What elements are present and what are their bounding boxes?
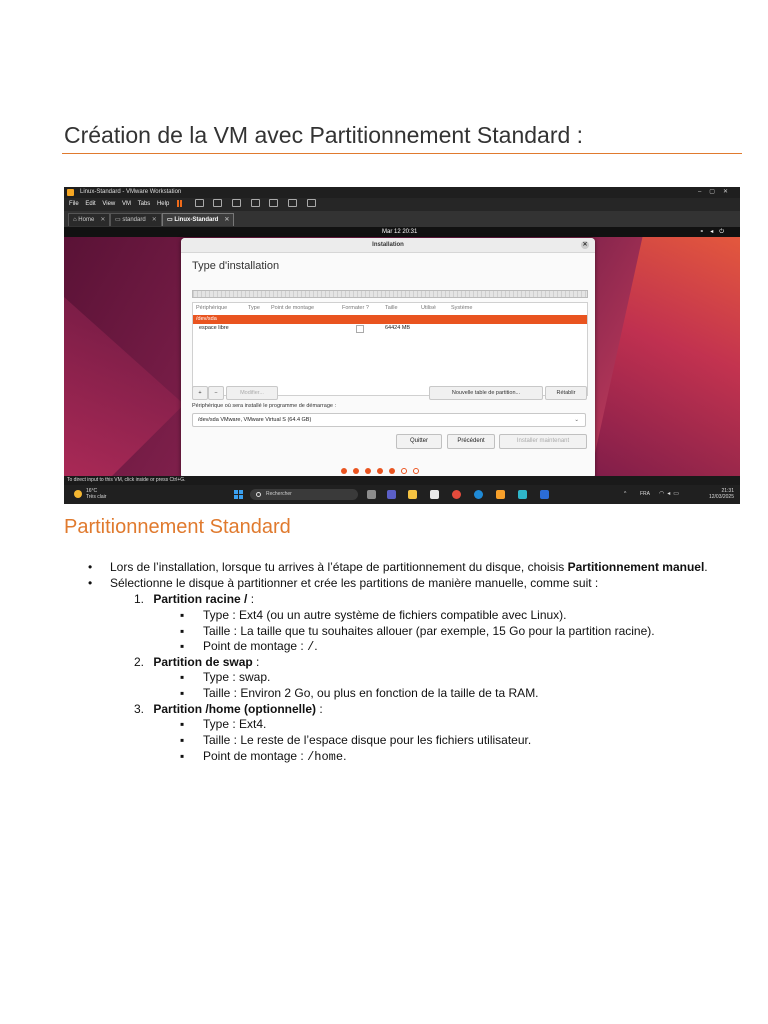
- close-icon[interactable]: ✕: [224, 217, 230, 223]
- step-suffix: :: [316, 702, 323, 716]
- progress-dot: [353, 468, 359, 474]
- col-system: Système: [451, 305, 473, 311]
- weather-icon[interactable]: [74, 490, 82, 498]
- back-button[interactable]: Précédent: [447, 434, 495, 449]
- bootloader-device-value: /dev/sda VMware, VMware Virtual S (64.4 GB): [198, 417, 312, 423]
- file-explorer-icon[interactable]: [408, 490, 417, 499]
- close-icon[interactable]: ✕: [151, 217, 157, 223]
- bootloader-device-select[interactable]: [192, 413, 586, 427]
- step-number: 2.: [134, 655, 145, 669]
- status-text: To direct input to this VM, click inside or press Ctrl+G.: [67, 477, 186, 483]
- bullet-text: Sélectionne le disque à partitionner et crée les partitions de manière manuelle, comme suit :: [110, 576, 599, 590]
- taskbar-date: 12/03/2025: [708, 494, 734, 500]
- progress-dot: [365, 468, 371, 474]
- weather-desc: Très clair: [86, 494, 107, 500]
- bullet-item: [88, 576, 598, 590]
- taskbar-time: 21:31: [721, 488, 734, 494]
- sub-item-end: .: [343, 749, 347, 763]
- windows-taskbar: [64, 485, 740, 504]
- row-device: espace libre: [199, 325, 229, 331]
- bullet-marker: •: [88, 560, 93, 574]
- edge-icon[interactable]: [474, 490, 483, 499]
- console-icon[interactable]: [288, 199, 297, 207]
- bullet-text: Lors de l’installation, lorsque tu arrives à l’étape de partitionnement du disque, choisis: [110, 560, 568, 574]
- vmware-menubar: [64, 198, 740, 211]
- sub-item-text: Type : swap.: [203, 670, 271, 684]
- close-icon[interactable]: ✕: [100, 217, 106, 223]
- tab-standard[interactable]: ▭ standard ✕: [110, 213, 162, 226]
- tray-chevron-icon[interactable]: ^: [624, 491, 627, 497]
- word-icon[interactable]: [540, 490, 549, 499]
- square-bullet-icon: ▪: [180, 639, 185, 653]
- wallpaper-shard: [64, 297, 184, 476]
- step-item: [134, 655, 259, 669]
- step-number: 3.: [134, 702, 145, 716]
- step-title: Partition /home (optionnelle): [153, 702, 317, 716]
- vmware-tabs: [64, 211, 740, 227]
- partition-table[interactable]: [192, 302, 588, 396]
- step-number: 1.: [134, 592, 145, 606]
- tab-home[interactable]: ⌂ Home ✕: [68, 213, 110, 226]
- vmware-statusbar: [64, 476, 740, 485]
- bullet-item: [88, 560, 708, 574]
- window-title: Linux-Standard - VMware Workstation: [80, 189, 182, 195]
- chrome-icon[interactable]: [452, 490, 461, 499]
- tab-linux-standard[interactable]: ▭ Linux-Standard ✕: [162, 213, 234, 226]
- app-icon[interactable]: [518, 490, 527, 499]
- sub-item: [180, 624, 655, 638]
- vm-screenshot: [64, 187, 740, 504]
- format-checkbox[interactable]: [356, 325, 364, 333]
- inline-code: /home: [307, 750, 344, 764]
- sub-item: [180, 717, 266, 731]
- taskbar-clock[interactable]: [709, 488, 734, 500]
- progress-dot: [377, 468, 383, 474]
- inline-code: /: [307, 640, 315, 654]
- dialog-title: Installation: [372, 242, 404, 248]
- taskbar-search[interactable]: [250, 489, 358, 500]
- chevron-down-icon: ⌄: [574, 417, 579, 423]
- menu-edit[interactable]: Edit: [85, 201, 96, 207]
- revert-icon[interactable]: [213, 199, 222, 207]
- step-item: [134, 702, 323, 716]
- remove-partition-button[interactable]: −: [208, 386, 224, 400]
- menu-view[interactable]: View: [102, 201, 116, 207]
- sub-item-text: Type : Ext4 (ou un autre système de fichiers compatible avec Linux).: [203, 608, 567, 622]
- progress-dot: [413, 468, 419, 474]
- sub-item-end: .: [314, 639, 318, 653]
- progress-dot: [341, 468, 347, 474]
- sub-item: [180, 608, 567, 622]
- title-divider: [62, 153, 742, 154]
- bullet-end: .: [704, 560, 708, 574]
- restore-button[interactable]: Rétablir: [545, 386, 587, 400]
- vmware-titlebar: [64, 187, 740, 198]
- menu-vm[interactable]: VM: [121, 201, 131, 207]
- square-bullet-icon: ▪: [180, 608, 185, 622]
- store-icon[interactable]: [430, 490, 439, 499]
- language-indicator[interactable]: FRA: [640, 491, 650, 497]
- col-used: Utilisé: [421, 305, 436, 311]
- col-type: Type: [248, 305, 260, 311]
- weather-temp: 16°C: [86, 488, 98, 494]
- ubuntu-topbar: [64, 227, 740, 237]
- menu-tabs[interactable]: Tabs: [137, 201, 151, 207]
- quit-button[interactable]: Quitter: [396, 434, 442, 449]
- wallpaper-shard: [590, 237, 740, 476]
- unity-icon[interactable]: [269, 199, 278, 207]
- table-row[interactable]: [193, 324, 587, 333]
- sub-item: [180, 749, 346, 764]
- weather-widget[interactable]: [86, 488, 106, 500]
- square-bullet-icon: ▪: [180, 624, 185, 638]
- sub-item-text: Taille : La taille que tu souhaites allouer (par exemple, 15 Go pour la partition racine).: [203, 624, 655, 638]
- sub-item: [180, 670, 270, 684]
- step-suffix: :: [252, 655, 260, 669]
- sub-item-text: Taille : Environ 2 Go, ou plus en fonction de la taille de ta RAM.: [203, 686, 539, 700]
- progress-dot: [389, 468, 395, 474]
- menu-file[interactable]: File: [69, 201, 79, 207]
- col-mount: Point de montage: [271, 305, 315, 311]
- add-partition-button[interactable]: +: [192, 386, 208, 400]
- menu-help[interactable]: Help: [156, 201, 170, 207]
- sub-item-text: Type : Ext4.: [203, 717, 267, 731]
- snapshot-icon[interactable]: [195, 199, 204, 207]
- col-format: Formater ?: [342, 305, 369, 311]
- col-device: Périphérique: [196, 305, 228, 311]
- dialog-titlebar: [181, 238, 595, 253]
- row-size: 64424 MB: [385, 325, 411, 331]
- table-actions: [192, 386, 586, 400]
- vmware-icon: [67, 189, 74, 196]
- sub-item-text: Point de montage :: [203, 749, 308, 763]
- installation-type-heading: Type d'installation: [192, 260, 280, 272]
- section-title: Partitionnement Standard: [64, 516, 291, 538]
- step-title: Partition de swap: [153, 655, 253, 669]
- square-bullet-icon: ▪: [180, 717, 185, 731]
- step-suffix: :: [247, 592, 255, 606]
- fullscreen-icon[interactable]: [251, 199, 260, 207]
- pause-icon[interactable]: [177, 200, 179, 207]
- ubuntu-clock[interactable]: Mar 12 20:31: [382, 229, 418, 235]
- teams-icon[interactable]: [387, 490, 396, 499]
- windows-start-icon[interactable]: [234, 490, 243, 499]
- document-title: Création de la VM avec Partitionnement Standard :: [64, 122, 584, 148]
- tab-linux-standard-label: Linux-Standard: [174, 217, 219, 223]
- install-now-button[interactable]: Installer maintenant: [499, 434, 587, 449]
- search-icon: [256, 492, 261, 497]
- table-row[interactable]: [193, 315, 587, 324]
- step-title: Partition racine /: [153, 592, 248, 606]
- network-volume-battery-icons[interactable]: ◠◂▭: [659, 491, 682, 497]
- square-bullet-icon: ▪: [180, 733, 185, 747]
- sub-item: [180, 686, 539, 700]
- table-header: [193, 303, 587, 313]
- square-bullet-icon: ▪: [180, 686, 185, 700]
- bullet-bold: Partitionnement manuel: [567, 560, 705, 574]
- search-placeholder: Rechercher: [266, 491, 292, 497]
- col-size: Taille: [385, 305, 398, 311]
- progress-dot: [401, 468, 407, 474]
- partition-bar: [192, 290, 588, 298]
- manager-icon[interactable]: [232, 199, 241, 207]
- installer-dialog: [181, 238, 595, 479]
- bullet-marker: •: [88, 576, 93, 590]
- close-icon[interactable]: ✕: [582, 242, 588, 248]
- row-device: /dev/sda: [196, 316, 217, 322]
- square-bullet-icon: ▪: [180, 749, 185, 763]
- tab-standard-label: standard: [122, 217, 146, 223]
- step-item: [134, 592, 254, 606]
- sub-item: [180, 639, 318, 654]
- sub-item-text: Point de montage :: [203, 639, 308, 653]
- modify-partition-button[interactable]: Modifier...: [226, 386, 278, 400]
- stretch-icon[interactable]: [307, 199, 316, 207]
- new-partition-table-button[interactable]: Nouvelle table de partition...: [429, 386, 543, 400]
- progress-dots: [341, 468, 441, 476]
- bootloader-label: Périphérique où sera installé le programme de démarrage :: [192, 403, 336, 409]
- sub-item: [180, 733, 531, 747]
- system-tray-icons[interactable]: ⚬◂⏻: [699, 229, 730, 235]
- square-bullet-icon: ▪: [180, 670, 185, 684]
- sub-item-text: Taille : Le reste de l’espace disque pour les fichiers utilisateur.: [203, 733, 532, 747]
- vmware-taskbar-icon[interactable]: [496, 490, 505, 499]
- tab-home-label: Home: [78, 217, 95, 223]
- task-view-icon[interactable]: [367, 490, 376, 499]
- window-controls[interactable]: –▢✕: [697, 189, 736, 195]
